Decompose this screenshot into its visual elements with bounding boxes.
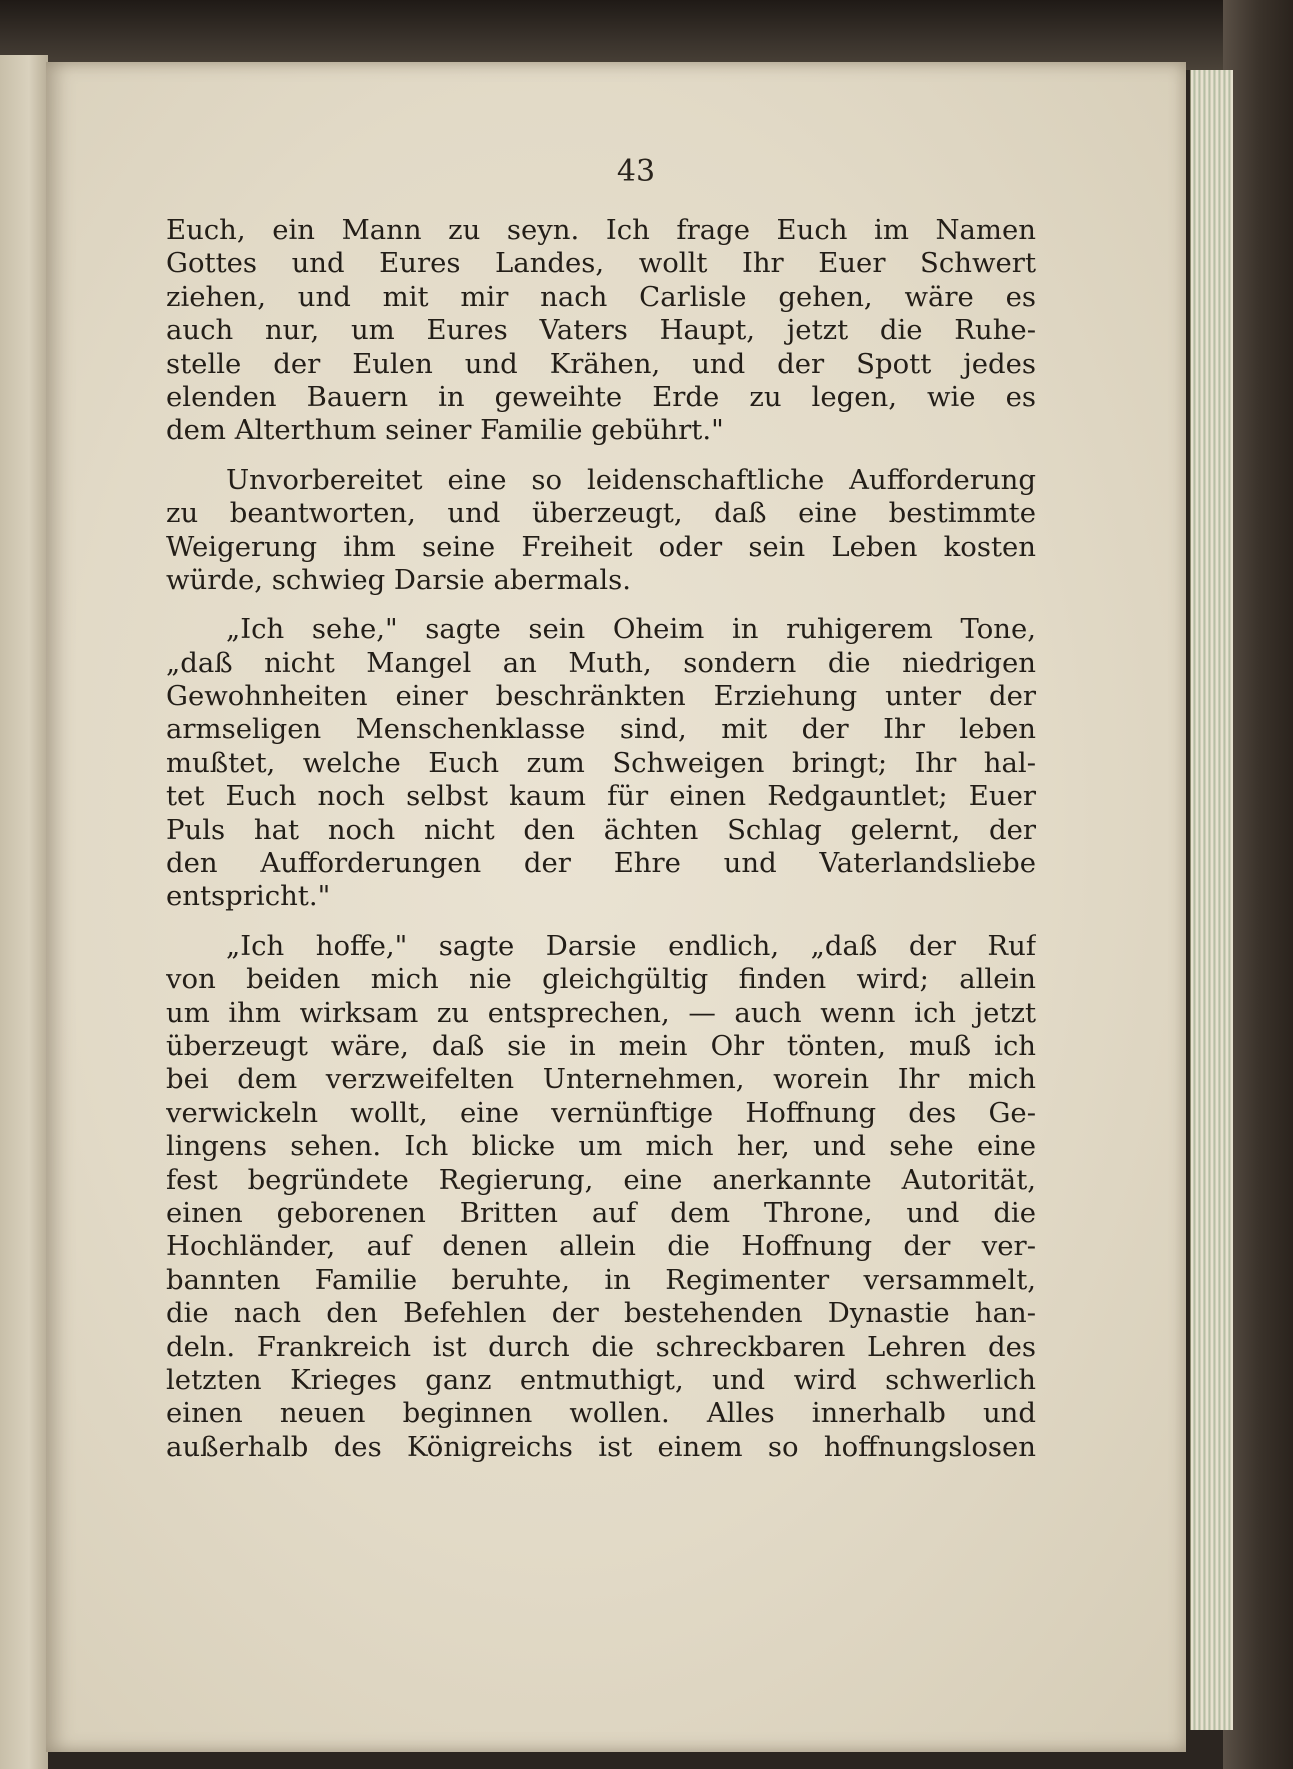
text-line: Gewohnheiten einer beschränkten Erziehung unter der [166, 680, 1036, 713]
text-line: armseligen Menschenklasse sind, mit der Ihr leben [166, 713, 1036, 746]
text-line: lingens sehen. Ich blicke um mich her, und sehe eine [166, 1130, 1036, 1163]
text-line: Weigerung ihm seine Freiheit oder sein Leben kosten [166, 530, 1036, 563]
text-line: elenden Bauern in geweihte Erde zu legen, wie es [166, 380, 1036, 413]
text-line: einen neuen beginnen wollen. Alles innerhalb und [166, 1397, 1036, 1430]
facing-page-edge [0, 55, 48, 1769]
text-line: Hochländer, auf denen allein die Hoffnung der ver- [166, 1230, 1036, 1263]
text-line: einen geborenen Britten auf dem Throne, und die [166, 1196, 1036, 1229]
text-line: den Aufforderungen der Ehre und Vaterlandsliebe [166, 847, 1036, 880]
text-line: Unvorbereitet eine so leidenschaftliche Aufforderung [226, 463, 1036, 496]
paragraph [166, 930, 1036, 1464]
text-line: ziehen, und mit mir nach Carlisle gehen, wäre es [166, 280, 1036, 313]
text-line: bannten Familie beruhte, in Regimenter versammelt, [166, 1263, 1036, 1296]
page-block-edge [1190, 70, 1233, 1730]
paragraph-gap [166, 448, 1036, 464]
body-text [166, 214, 1036, 1464]
book-cover-top [0, 0, 1293, 70]
text-line: um ihm wirksam zu entsprechen, — auch wenn ich jetzt [166, 996, 1036, 1029]
book-page [46, 62, 1186, 1752]
text-line: letzten Krieges ganz entmuthigt, und wird schwerlich [166, 1363, 1036, 1396]
text-line: entspricht." [166, 880, 331, 913]
text-line: zu beantworten, und überzeugt, daß eine bestimmte [166, 497, 1036, 530]
text-line: stelle der Eulen und Krähen, und der Spott jedes [166, 347, 1036, 380]
text-line: „Ich hoffe," sagte Darsie endlich, „daß der Ruf [226, 929, 1036, 962]
text-line: von beiden mich nie gleichgültig finden wird; allein [166, 963, 1036, 996]
book-cover-right [1223, 0, 1293, 1769]
text-line: Gottes und Eures Landes, wollt Ihr Euer Schwert [166, 247, 1036, 280]
text-line: die nach den Befehlen der bestehenden Dynastie han- [166, 1297, 1036, 1330]
text-line: überzeugt wäre, daß sie in mein Ohr tönten, muß ich [166, 1029, 1036, 1062]
paragraph-gap [166, 597, 1036, 613]
text-line: bei dem verzweifelten Unternehmen, worein Ihr mich [166, 1063, 1036, 1096]
text-line: deln. Frankreich ist durch die schreckbaren Lehren des [166, 1330, 1036, 1363]
text-line: dem Alterthum seiner Familie gebührt." [166, 414, 724, 447]
text-line: Puls hat noch nicht den ächten Schlag gelernt, der [166, 813, 1036, 846]
text-line: fest begründete Regierung, eine anerkannte Autorität, [166, 1163, 1036, 1196]
text-line: tet Euch noch selbst kaum für einen Redgauntlet; Euer [166, 780, 1036, 813]
paragraph [166, 613, 1036, 914]
text-line: mußtet, welche Euch zum Schweigen bringt; Ihr hal- [166, 746, 1036, 779]
text-line: Euch, ein Mann zu seyn. Ich frage Euch im Namen [166, 214, 1036, 246]
text-line: „Ich sehe," sagte sein Oheim in ruhigerem Tone, [226, 613, 1036, 646]
text-line: verwickeln wollt, eine vernünftige Hoffnung des Ge- [166, 1096, 1036, 1129]
paragraph-gap [166, 914, 1036, 930]
paragraph [166, 214, 1036, 448]
text-line: auch nur, um Eures Vaters Haupt, jetzt die Ruhe- [166, 314, 1036, 347]
text-line: „daß nicht Mangel an Muth, sondern die niedrigen [166, 646, 1036, 679]
paragraph [166, 464, 1036, 598]
page-number: 43 [616, 154, 656, 189]
text-line: außerhalb des Königreichs ist einem so hoffnungslosen [166, 1430, 1036, 1463]
text-line: würde, schwieg Darsie abermals. [166, 563, 631, 596]
